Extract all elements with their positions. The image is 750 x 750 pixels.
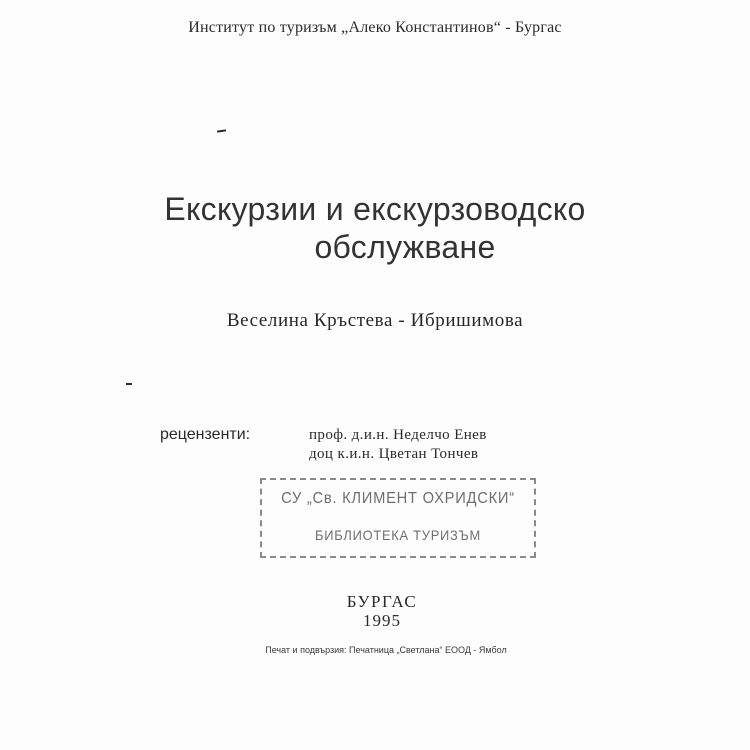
author-name: Веселина Кръстева - Ибришимова: [226, 310, 524, 331]
scan-speck: [126, 383, 132, 385]
institute-header: Институт по туризъм „Алеко Константинов“ - Бургас: [188, 19, 562, 36]
reviewers-label: рецензенти:: [160, 426, 251, 443]
stamp-library: БИБЛИОТЕКА ТУРИЗЪМ: [315, 527, 481, 543]
book-title-line1: Екскурзии и екскурзоводско: [164, 191, 586, 227]
publication-city: БУРГАС: [346, 592, 418, 611]
reviewer-item: доц к.и.н. Цветан Тончев: [309, 446, 479, 462]
book-title: [0, 190, 750, 266]
stamp-university: СУ „Св. КЛИМЕНТ ОХРИДСКИ“: [281, 490, 515, 507]
book-title-line2: обслужване: [314, 229, 496, 265]
scan-speck: [217, 129, 226, 132]
publication-year: 1995: [363, 611, 401, 630]
printing-imprint: Печат и подвързия: Печатница „Светлана“ ЕООД - Ямбол: [265, 645, 507, 655]
reviewer-item: проф. д.и.н. Неделчо Енев: [309, 427, 487, 443]
library-stamp: [260, 478, 536, 558]
